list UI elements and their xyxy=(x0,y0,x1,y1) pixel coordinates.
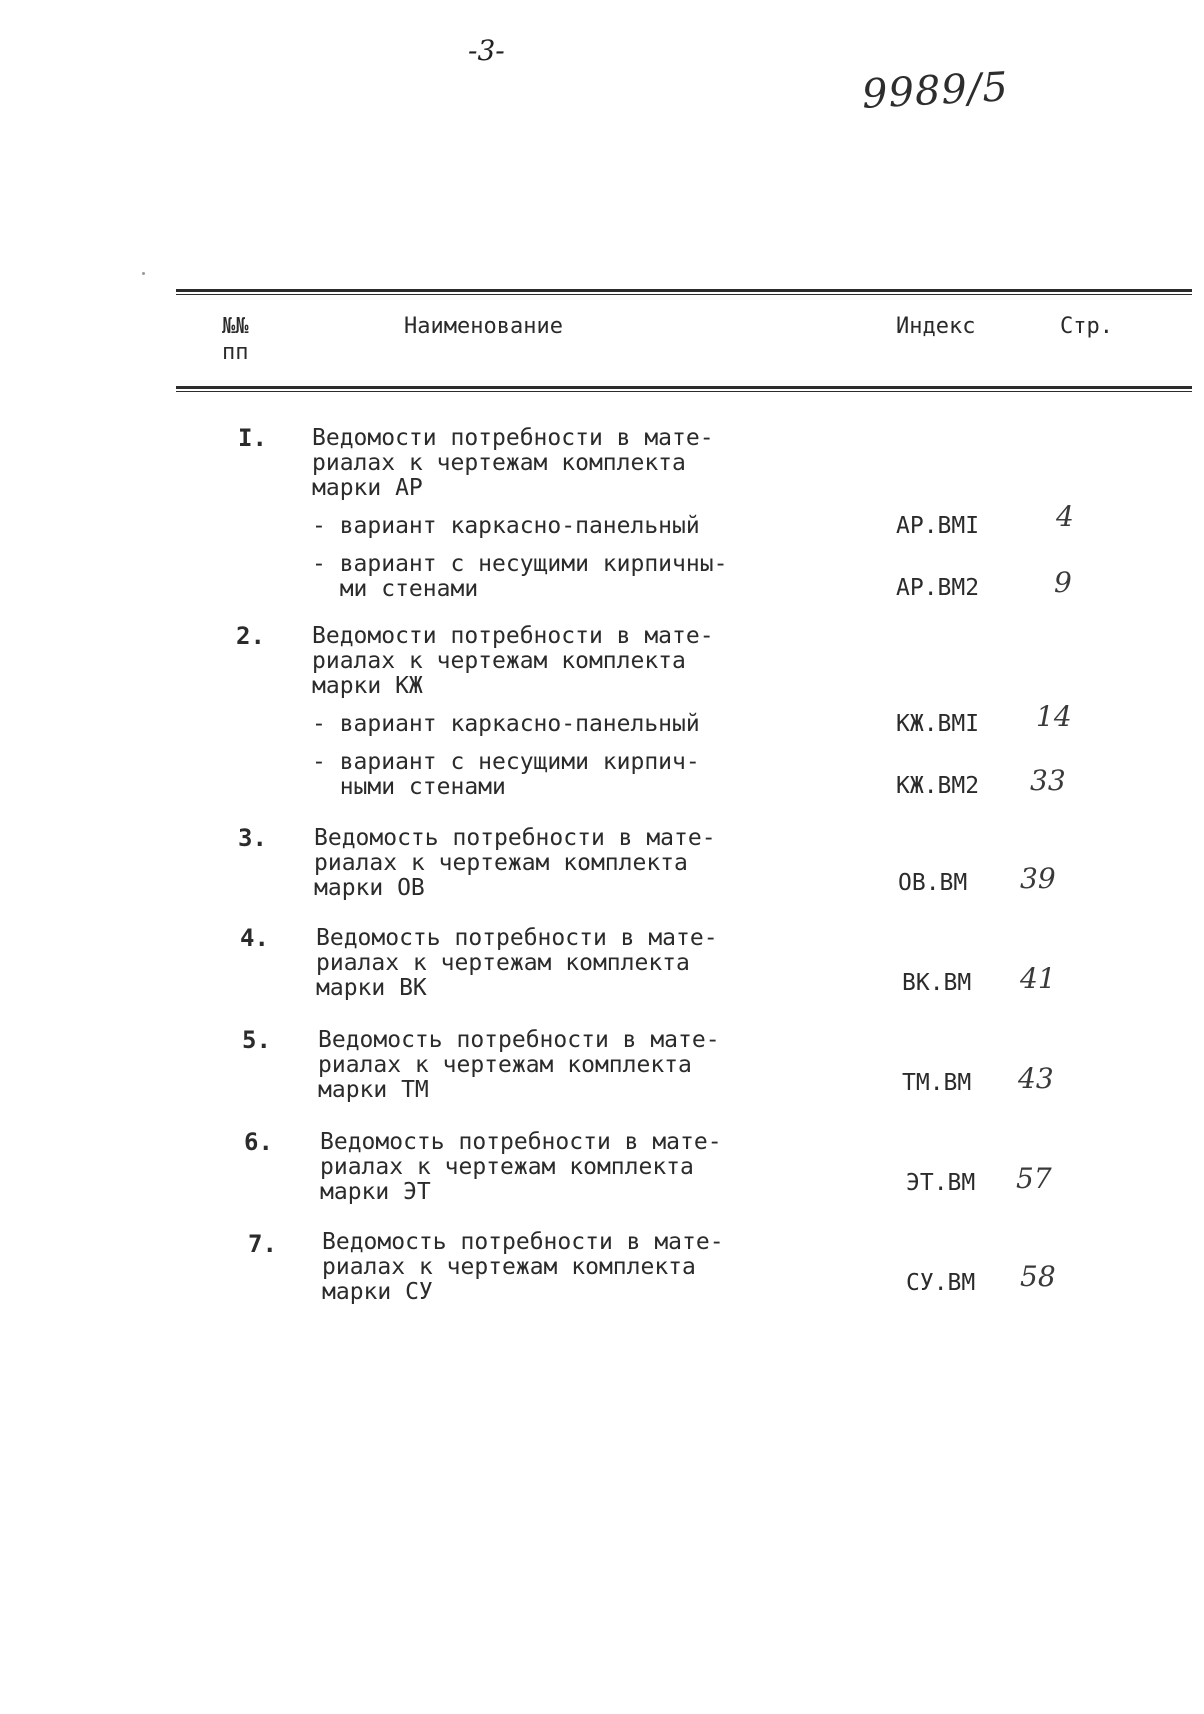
section-number: 3. xyxy=(238,824,267,852)
section-index: ОВ.ВМ xyxy=(898,870,968,896)
section-title: Ведомость потребности в мате- риалах к чертежам комплекта марки ЭТ xyxy=(320,1129,722,1205)
header-name-column: Наименование xyxy=(404,314,563,339)
header-index-column: Индекс xyxy=(896,314,976,339)
subitem-text: - вариант с несущими кирпичны- ми стенами xyxy=(312,551,728,602)
subitem-index: КЖ.ВМ2 xyxy=(896,773,980,799)
section-index: ТМ.ВМ xyxy=(902,1070,972,1096)
subitem-page: 14 xyxy=(1036,700,1072,733)
section-page: 39 xyxy=(1020,862,1056,895)
subitem-text: - вариант каркасно-панельный xyxy=(312,513,700,539)
subitem-index: АР.ВМ2 xyxy=(896,575,980,601)
section-index: ЭТ.ВМ xyxy=(906,1170,976,1196)
subitem-page: 9 xyxy=(1054,566,1072,599)
subitem-index: АР.ВМI xyxy=(896,513,980,539)
section-number: I. xyxy=(238,424,267,452)
page-number: -3- xyxy=(468,34,505,67)
section-index: ВК.ВМ xyxy=(902,970,972,996)
section-page: 43 xyxy=(1018,1062,1054,1095)
section-number: 5. xyxy=(242,1026,271,1054)
subitem-text: - вариант с несущими кирпич- ными стенами xyxy=(312,749,700,800)
section-page: 57 xyxy=(1016,1162,1052,1195)
header-number-column: №№ пп xyxy=(222,314,249,365)
subitem-text: - вариант каркасно-панельный xyxy=(312,711,700,737)
section-index: СУ.ВМ xyxy=(906,1270,976,1296)
subitem-index: КЖ.ВМI xyxy=(896,711,980,737)
section-title: Ведомости потребности в мате- риалах к чертежам комплекта марки КЖ xyxy=(312,623,714,699)
section-title: Ведомость потребности в мате- риалах к чертежам комплекта марки ТМ xyxy=(318,1027,720,1103)
section-title: Ведомости потребности в мате- риалах к чертежам комплекта марки АР xyxy=(312,425,714,501)
section-title: Ведомость потребности в мате- риалах к чертежам комплекта марки ОВ xyxy=(314,825,716,901)
section-page: 58 xyxy=(1020,1260,1056,1293)
section-number: 6. xyxy=(244,1128,273,1156)
section-number: 2. xyxy=(236,622,265,650)
subitem-page: 4 xyxy=(1056,500,1074,533)
document-code-handwritten: 9989/5 xyxy=(860,64,1010,118)
header-page-column: Стр. xyxy=(1060,314,1113,339)
section-page: 41 xyxy=(1020,962,1056,995)
section-title: Ведомость потребности в мате- риалах к чертежам комплекта марки ВК xyxy=(316,925,718,1001)
subitem-page: 33 xyxy=(1030,764,1066,797)
section-number: 4. xyxy=(240,924,269,952)
section-title: Ведомость потребности в мате- риалах к чертежам комплекта марки СУ xyxy=(322,1229,724,1305)
section-number: 7. xyxy=(248,1230,277,1258)
